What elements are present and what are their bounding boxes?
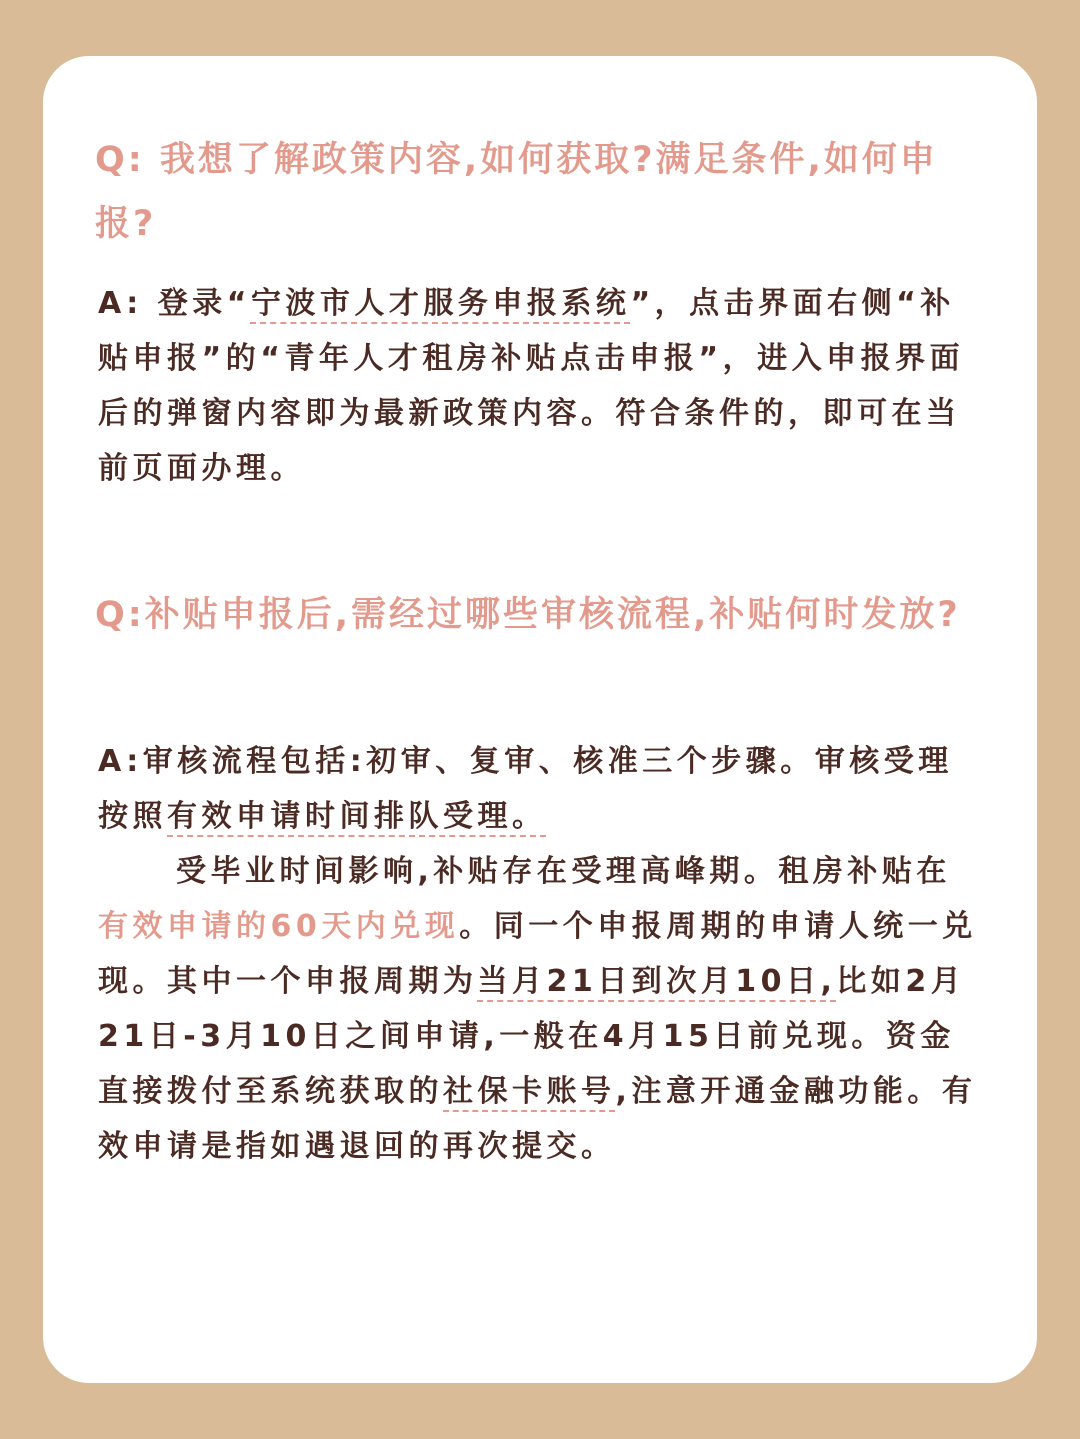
answer-1-part-1: A: 登录“	[98, 286, 251, 321]
cycle-period-underlined: 当月21日到次月10日,	[477, 964, 837, 999]
system-name-underlined: 宁波市人才服务申报系统	[250, 286, 631, 321]
payout-deadline-highlight: 有效申请的60天内兑现	[98, 909, 460, 944]
answer-2-part-1: A:审核流程包括:初审、复审、核准三个步骤。审核受理按照	[98, 744, 953, 834]
answer-1	[98, 276, 981, 496]
question-1: Q: 我想了解政策内容,如何获取?满足条件,如何申报?	[95, 140, 938, 244]
queue-rule-underlined: 有效申请时间排队受理。	[167, 799, 547, 834]
answer-2-part-4: 比如2月21日-3月10日之间申请,一般在4月15日前兑现。资金直接拨付至系统获取的	[98, 964, 966, 1109]
social-card-underlined: 社保卡账号	[443, 1074, 616, 1109]
answer-1-part-2: ”，点击界面右侧“补贴申报”的“青年人才租房补贴点击申报”，进入申报界面后的弹窗内容即为最新政策内容。符合条件的，即可在当前页面办理。	[98, 286, 965, 486]
content-card	[43, 56, 1037, 1383]
question-2: Q:补贴申报后,需经过哪些审核流程,补贴何时发放?	[95, 595, 961, 635]
answer-2	[98, 734, 981, 1174]
answer-2-part-5: ,注意开通金融功能。有效申请是指如遇退回的再次提交。	[98, 1074, 977, 1164]
answer-2-part-3: 。同一个申报周期的申请人统一兑现。其中一个申报周期为	[98, 909, 977, 999]
answer-2-part-2: 受毕业时间影响,补贴存在受理高峰期。租房补贴在	[176, 854, 951, 889]
